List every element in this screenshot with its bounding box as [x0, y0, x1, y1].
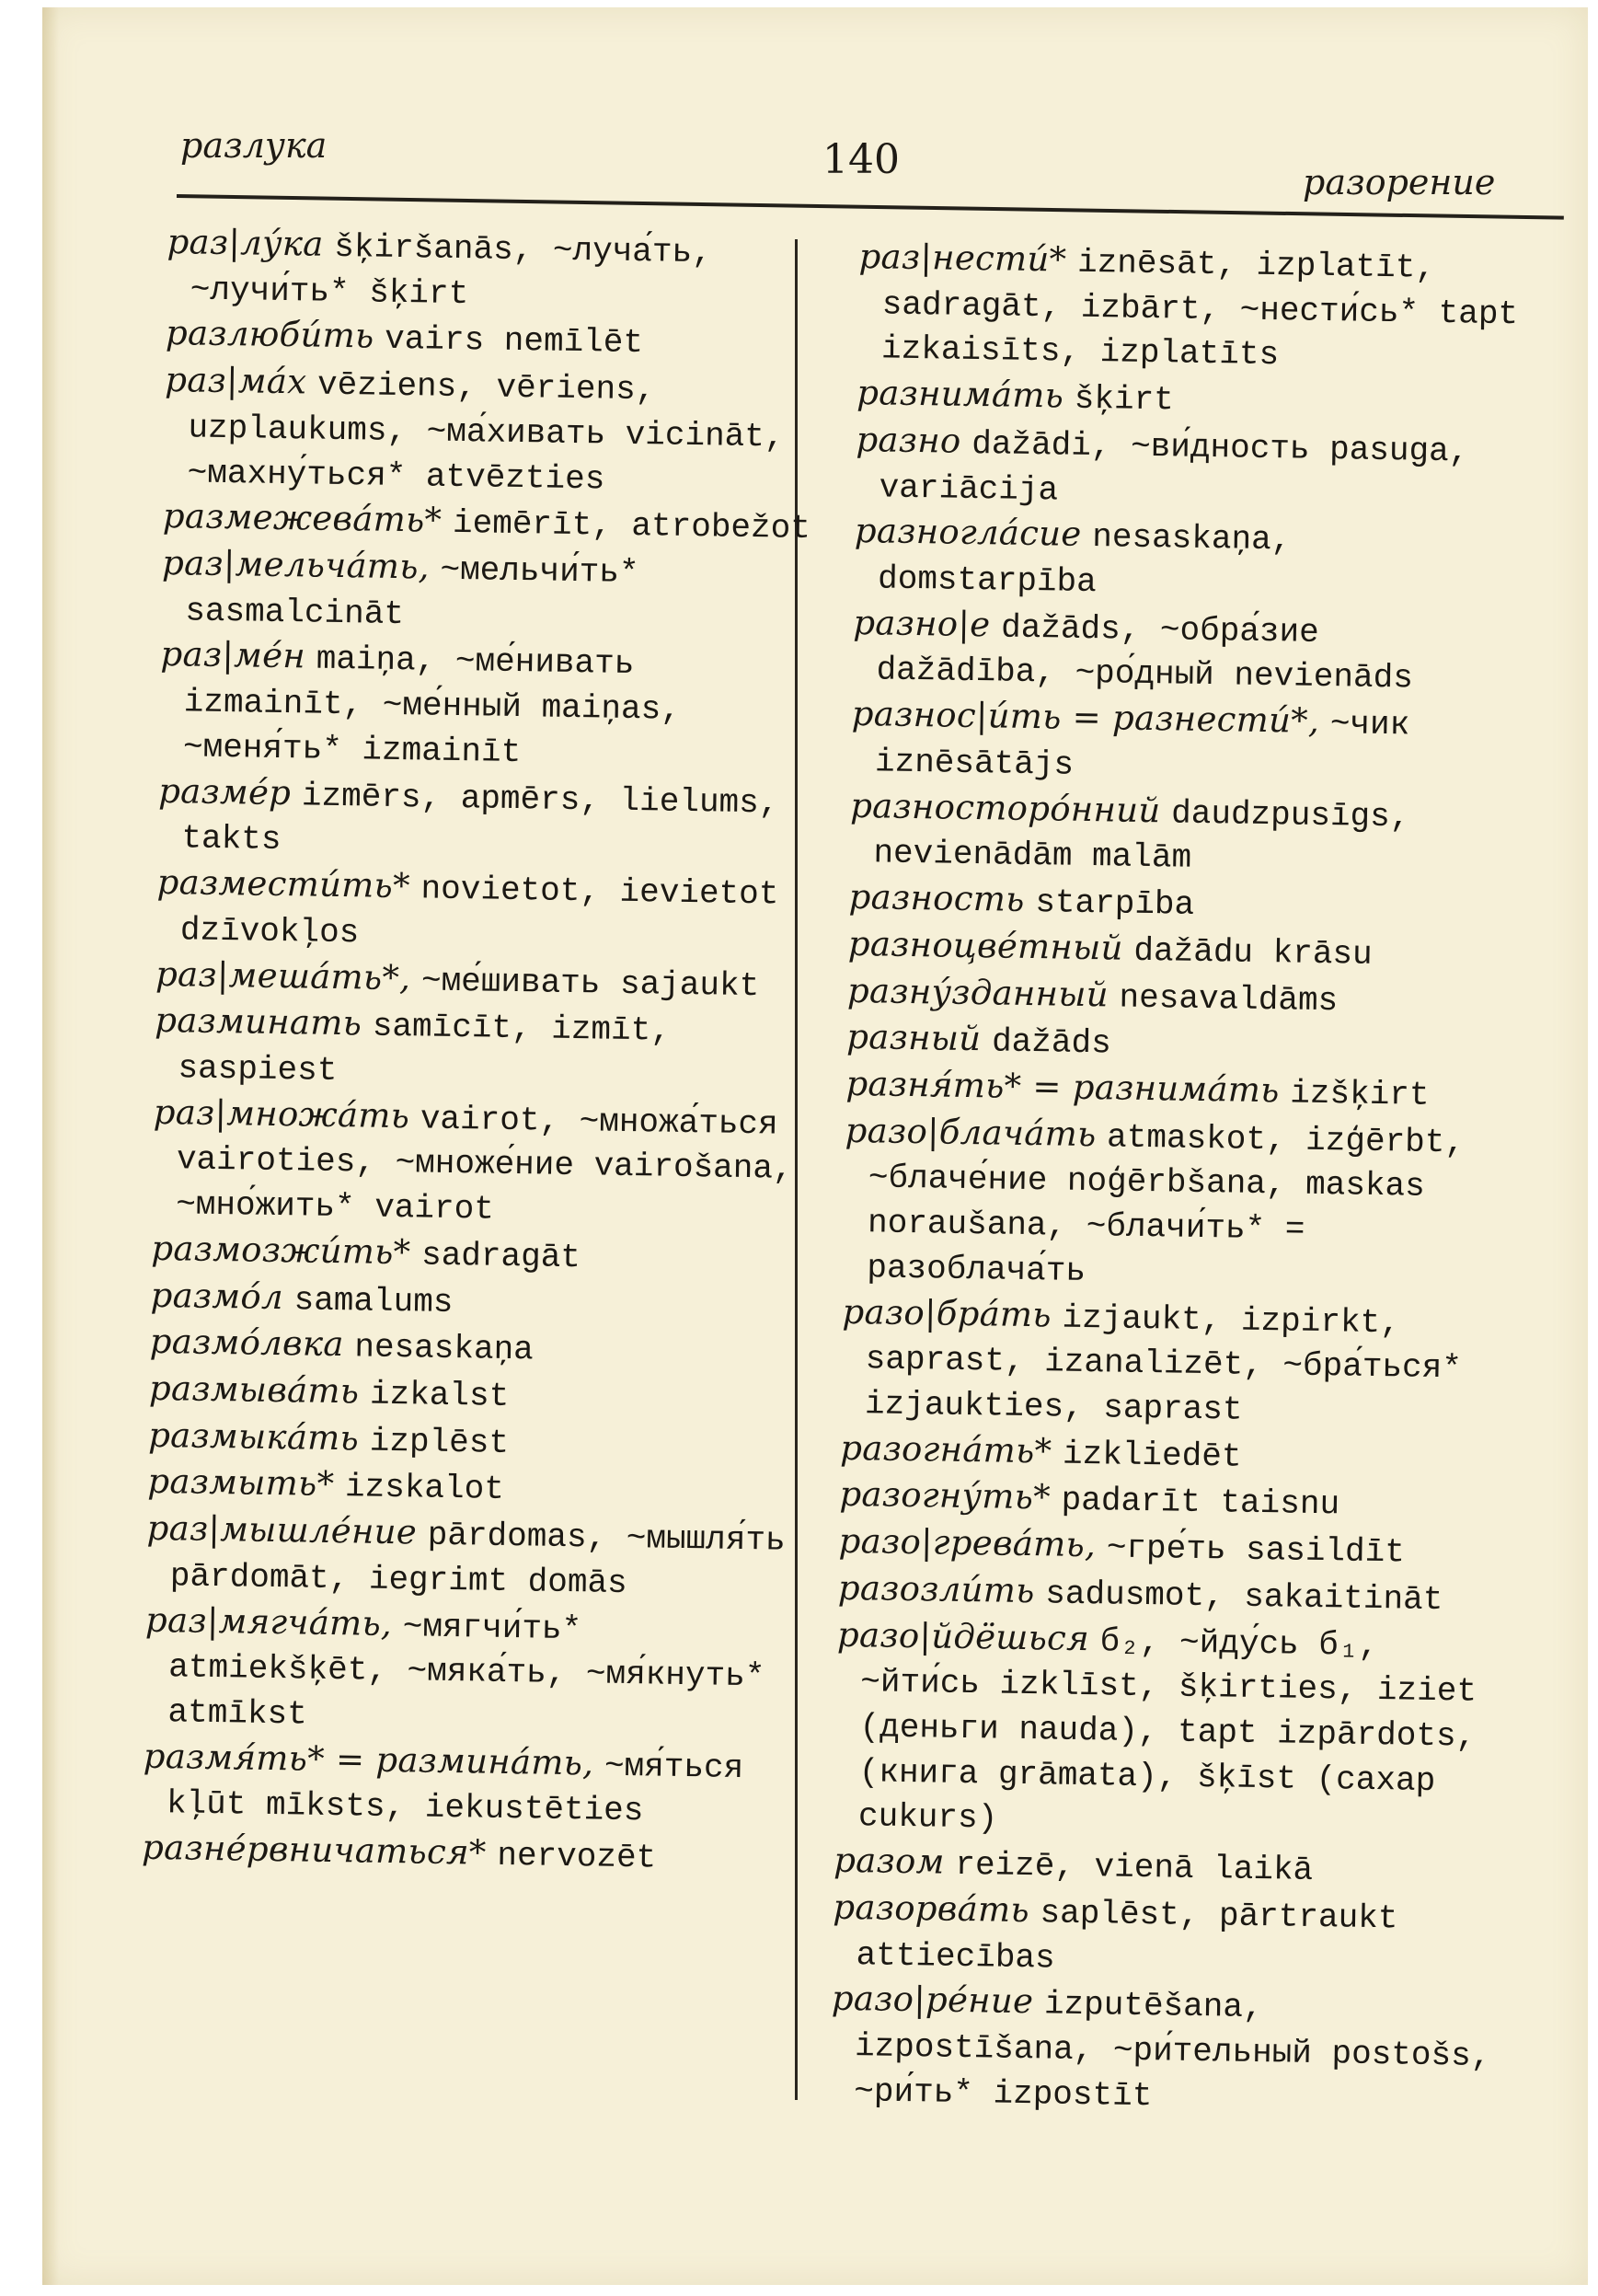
dictionary-entry	[857, 236, 1522, 380]
page-number: 140	[822, 136, 900, 183]
definition: vairot, ~множа́ться vairoties, ~множе́ние vairošana, ~мно́жить* vairot	[175, 1100, 793, 1229]
headword: разну́зданный	[846, 970, 1109, 1014]
running-head-right: разорение	[1303, 162, 1496, 202]
dictionary-entry	[845, 1063, 1509, 1118]
headword: размо́л	[150, 1275, 284, 1317]
dictionary-entry	[848, 923, 1512, 978]
dictionary-entry	[840, 1427, 1503, 1483]
dictionary-entry	[148, 1414, 811, 1470]
definition: padarīt taisnu	[1061, 1482, 1340, 1524]
definition: vēziens, vēriens, uzplaukums, ~ма́хивать vicināt, ~махну́ться* atvēzties	[187, 365, 785, 499]
headword: разноцве́тный	[847, 923, 1124, 968]
headword: раз|множа́ть	[153, 1091, 410, 1136]
headword: размо́лвка	[149, 1321, 345, 1365]
headword: разо|бра́ть	[842, 1291, 1052, 1334]
definition: izkalst	[369, 1375, 510, 1415]
definition: izputēšana, izpostīšana, ~ри́тельный postošs, ~ри́ть* izpostīt	[854, 1985, 1491, 2115]
headword: размыть*	[147, 1461, 335, 1505]
definition: dažāds	[991, 1022, 1112, 1063]
headword: разный	[845, 1017, 982, 1059]
dictionary-entry	[149, 1321, 812, 1376]
definition: dažādi, ~ви́дность pasuga, variācija	[879, 424, 1469, 510]
headword: разнима́ть	[856, 373, 1064, 416]
headword: разо|йдёшься	[836, 1614, 1090, 1658]
definition: nervozēt	[497, 1837, 657, 1877]
running-head-left: разлука	[180, 125, 328, 166]
dictionary-entry	[854, 510, 1517, 610]
headword: разлюби́ть	[165, 313, 374, 356]
definition: sadusmot, sakaitināt	[1044, 1575, 1443, 1619]
headword: раз|ме́н	[160, 634, 306, 676]
headword: разо|грева́ть,	[838, 1520, 1097, 1565]
headword: размя́ть* = размина́ть,	[143, 1736, 594, 1783]
definition: iznēsāt, izplatīt, sadragāt, izbārt, ~нести́сь* tapt izkaisīts, izplatīts	[880, 243, 1519, 375]
definition: reizē, vienā laikā	[955, 1846, 1314, 1890]
definition: ~мя́ться kļūt mīksts, iekustēties	[166, 1747, 744, 1830]
definition: samalums	[293, 1280, 454, 1321]
definition: novietot, ievietot dzīvokļos	[179, 870, 779, 952]
definition: ~мягчи́ть* atmiekšķēt, ~мяка́ть, ~мя́кнуть* atmīkst	[167, 1607, 765, 1734]
headword: разогна́ть*	[839, 1427, 1052, 1471]
definition: ~гре́ть sasildīt	[1106, 1529, 1406, 1572]
left-column	[142, 221, 830, 1884]
dictionary-entry	[833, 1840, 1497, 1895]
definition: izkliedēt	[1062, 1435, 1242, 1476]
headword: разнос|и́ть = разнести́*,	[851, 694, 1320, 742]
definition: izskalot	[344, 1468, 505, 1509]
definition: šķiršanās, ~луча́ть, ~лучи́ть* šķirt	[190, 227, 713, 313]
dictionary-entry	[856, 372, 1520, 427]
definition: izplēst	[369, 1422, 510, 1462]
dictionary-entry	[150, 1274, 813, 1329]
headword: разом	[833, 1840, 945, 1882]
definition: saplēst, pārtraukt attiecības	[856, 1894, 1398, 1978]
dictionary-entry	[151, 1228, 814, 1283]
definition: daudzpusīgs, nevienādām malām	[873, 794, 1410, 878]
definition: izšķirt	[1290, 1074, 1430, 1114]
definition: ~мельчи́ть* sasmalcināt	[185, 550, 639, 633]
definition: dažāds, ~обра́зие dažādība, ~ро́дный nevienāds	[876, 608, 1414, 698]
dictionary-page	[42, 7, 1588, 2285]
headword: раз|ма́х	[164, 360, 307, 402]
definition: šķirt	[1074, 379, 1175, 420]
headword: раз|лу́ка	[167, 221, 324, 264]
dictionary-entry	[849, 785, 1512, 885]
dictionary-entry	[154, 999, 817, 1100]
headword: раз|меша́ть*,	[155, 953, 411, 998]
headword: размозжи́ть*	[151, 1228, 411, 1273]
definition: nesaskaņa	[354, 1328, 535, 1369]
headword: разно	[856, 419, 961, 461]
right-column	[830, 236, 1522, 2125]
dictionary-entry	[841, 1290, 1505, 1435]
definition: ~чик iznēsātājs	[874, 705, 1410, 784]
headword: размежева́ть*	[162, 496, 443, 541]
headword: разногла́сие	[854, 511, 1082, 555]
definition: nesavaldāms	[1119, 978, 1339, 1020]
dictionary-entry	[166, 312, 829, 367]
dictionary-entry	[157, 770, 821, 871]
dictionary-entry	[847, 969, 1511, 1024]
headword: разня́ть* = разнима́ть	[845, 1063, 1280, 1111]
dictionary-entry	[152, 1091, 816, 1236]
definition: izmērs, apmērs, lielums, takts	[181, 776, 779, 860]
headword: размыка́ть	[147, 1414, 360, 1459]
headword: разорва́ть	[833, 1886, 1030, 1931]
dictionary-entry	[855, 419, 1518, 519]
dictionary-entry	[846, 1016, 1510, 1071]
headword: разо|ре́ние	[831, 1979, 1034, 2022]
headword: разо|блача́ть	[845, 1110, 1097, 1154]
definition: izjaukt, izpirkt, saprast, izanalizēt, ~бра́ться* izjaukties, saprast	[864, 1298, 1463, 1429]
dictionary-entry	[166, 221, 829, 321]
dictionary-entry	[144, 1598, 808, 1743]
headword: разозли́ть	[837, 1567, 1035, 1611]
dictionary-entry	[143, 1736, 806, 1836]
dictionary-entry	[147, 1460, 810, 1516]
dictionary-entry	[848, 876, 1512, 931]
headword: разме́р	[157, 770, 292, 813]
headword: раз|мягча́ть,	[144, 1599, 393, 1644]
definition: samīcīt, izmīt, saspiest	[178, 1007, 672, 1090]
definition: nesaskaņa, domstarpība	[877, 518, 1292, 602]
dictionary-entry	[163, 495, 826, 550]
dictionary-entry	[149, 1367, 812, 1423]
dictionary-entry	[851, 693, 1514, 793]
dictionary-entry	[156, 861, 820, 962]
headword: разность	[848, 876, 1025, 919]
definition: ~ме́шивать sajaukt	[420, 961, 760, 1005]
headword: раз|мельча́ть,	[161, 542, 431, 587]
definition: iemērīt, atrobežot	[452, 504, 811, 548]
definition: pārdomas, ~мышля́ть pārdomāt, iegrimt domās	[169, 1516, 786, 1602]
dictionary-entry	[163, 359, 827, 503]
headword: разогну́ть*	[839, 1474, 1052, 1517]
definition: atmaskot, izģērbt, ~блаче́ние noģērbšana, maskas noraušana, ~блачи́ть* = разоблача́ть	[867, 1118, 1466, 1290]
dictionary-entry	[830, 1978, 1494, 2122]
definition: dažādu krāsu	[1133, 931, 1373, 974]
dictionary-entry	[838, 1567, 1501, 1622]
dictionary-entry	[832, 1886, 1495, 1987]
definition: б₂, ~йду́сь б₁, ~йти́сь izklīst, šķirties, iziet (деньги nauda), tapt izpārdots, (книга grāmata), šķīst (сахар cukurs)	[857, 1621, 1477, 1839]
headword: разминать	[155, 1000, 362, 1044]
headword: разно|е	[853, 602, 991, 645]
dictionary-entry	[852, 602, 1515, 702]
dictionary-entry	[838, 1520, 1501, 1575]
dictionary-entry	[834, 1613, 1500, 1848]
definition: starpība	[1035, 883, 1195, 924]
dictionary-entry	[161, 542, 824, 642]
dictionary-entry	[146, 1507, 810, 1608]
dictionary-entry	[839, 1473, 1502, 1529]
dictionary-entry	[142, 1827, 805, 1882]
headword: разне́рвничаться*	[141, 1827, 487, 1873]
dictionary-entry	[843, 1110, 1508, 1299]
definition: sadragāt	[420, 1236, 581, 1277]
dictionary-entry	[159, 633, 823, 778]
dictionary-entry	[155, 952, 819, 1008]
headword: раз|мышле́ние	[146, 1507, 418, 1552]
headword: разносторо́нний	[849, 785, 1161, 830]
definition: vairs nemīlēt	[384, 320, 644, 363]
headword: раз|нести́*	[858, 236, 1067, 280]
headword: размести́ть*	[156, 861, 411, 906]
headword: размыва́ть	[148, 1367, 360, 1412]
definition: maiņa, ~ме́нивать izmainīt, ~ме́нный maiņas, ~меня́ть* izmainīt	[182, 640, 682, 772]
